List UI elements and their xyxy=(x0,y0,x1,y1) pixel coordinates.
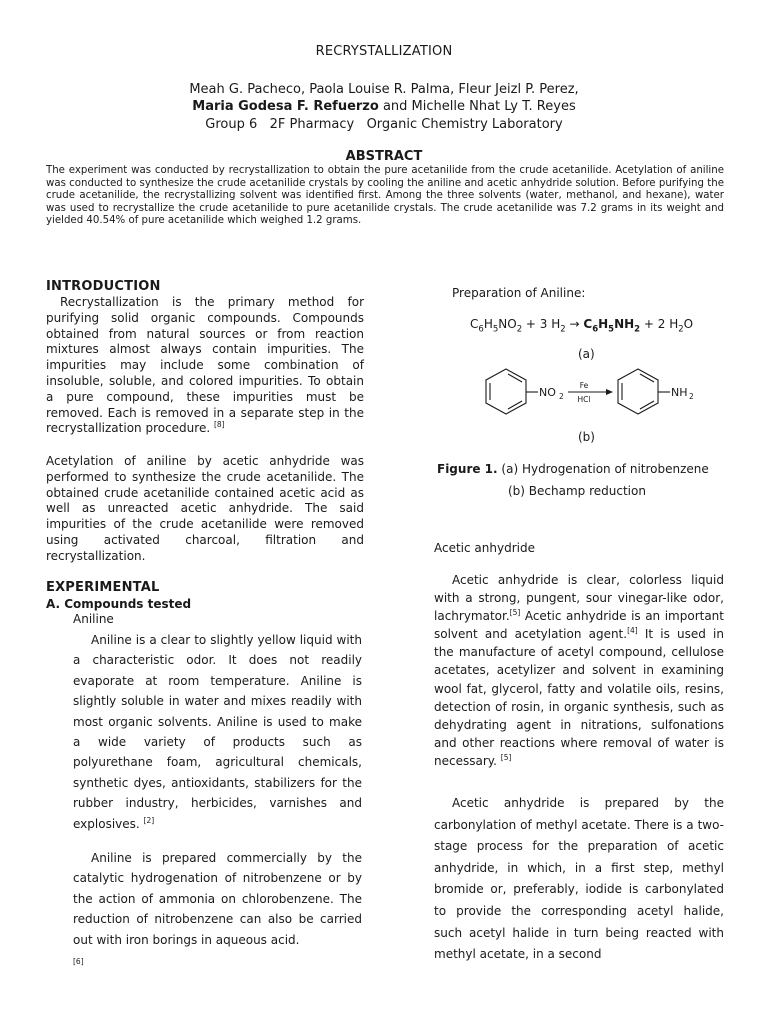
figure-caption xyxy=(437,462,737,476)
acetic-anhydride-paragraph-1 xyxy=(434,571,724,770)
introduction-paragraph-1 xyxy=(46,295,364,437)
figure-caption-a: (a) Hydrogenation of nitrobenzene xyxy=(497,462,709,476)
amine-subscript: 2 xyxy=(689,392,694,401)
nitro-subscript: 2 xyxy=(559,392,564,401)
reaction-arrow xyxy=(568,381,613,404)
reagent-fe: Fe xyxy=(579,381,589,390)
introduction-paragraph-2: Acetylation of aniline by acetic anhydride was performed to synthesize the crude acetanilide. The obtained crude acetanilide contained acetic acid as well as unreacted acetic anhydride. The said impurities of the crude acetanilide were removed using activated charcoal, filtration and recrystallization. xyxy=(46,454,364,563)
compounds-tested-heading: A. Compounds tested xyxy=(46,597,192,611)
authors-line-2 xyxy=(0,99,768,114)
paper-title: RECRYSTALLIZATION xyxy=(315,44,453,59)
reaction-equation-a: $C_6H_5NO_2 + 3$ $H_2 \to C_6H_5NH_2 + 2$ $H_2O$ xyxy=(470,317,694,335)
aa-p1-text-a: Acetic anhydride is clear, colorless liquid with a strong, pungent, sour vinegar-like odor, lachrymator. xyxy=(434,573,724,624)
group-affiliation: Group 6 2F Pharmacy Organic Chemistry Laboratory xyxy=(205,117,563,132)
citation-2: [2] xyxy=(143,815,155,825)
aniline-p1-text: Aniline is a clear to slightly yellow liquid with a characteristic odor. It does not readily evaporate at room temperature. Aniline is slightly soluble in water and mixes readily with most organic solvents. Aniline is used to make a wide variety of products such as polyurethane foam, agricultural chemicals, synthetic dyes, antioxidants, stabilizers for the rubber industry, herbicides, varnishes and explosives. xyxy=(73,633,362,831)
author-name-bold: Maria Godesa F. Refuerzo xyxy=(192,99,379,114)
author-name: Meah G. Pacheco xyxy=(189,82,301,97)
aa-p1-text-c: It is used in the manufacture of acetyl compound, cellulose acetates, acetylizer and solvent in examining wool fat, glycerol, fatty and volatile oils, resins, detection of rosin, in organic synthesis, such as dehydrating agent in nitrations, sulfonations and other reactions where removal of water is necessary. xyxy=(434,627,724,768)
acetic-anhydride-paragraph-2: Acetic anhydride is prepared by the carbonylation of methyl acetate. There is a two-stage process for the preparation of acetic anhydride, in which, in a first step, methyl bromide or, preferably, iodide is carbonylated to provide the corresponding acetyl halide, such acetyl halide in turn being reacted with methyl acetate, in a second xyxy=(434,796,724,962)
citation-5: [5] xyxy=(509,608,521,618)
reagent-hcl: HCl xyxy=(577,395,591,404)
authors-line-1 xyxy=(0,82,768,97)
figure-caption-b: (b) Bechamp reduction xyxy=(508,484,646,498)
aniline-p2-text: Aniline is prepared commercially by the catalytic hydrogenation of nitrobenzene or by the action of ammonia on chlorobenzene. The reduction of nitrobenzene can also be carried out with iron borings in aqueous acid. xyxy=(73,851,362,947)
amine-group-label: NH xyxy=(671,386,688,399)
citation-4: [4] xyxy=(627,626,638,636)
citation-6: [6] xyxy=(73,957,84,967)
abstract-heading: ABSTRACT xyxy=(345,149,423,164)
equation-label-b: (b) xyxy=(578,430,595,444)
aa-p1-text-b: Acetic anhydride is an important solvent and acetylation agent. xyxy=(434,609,724,642)
bechamp-reaction-diagram xyxy=(480,366,710,424)
figure-label: Figure 1. xyxy=(437,462,498,476)
introduction-heading: INTRODUCTION xyxy=(46,279,161,294)
aniline-structure xyxy=(618,369,694,414)
nitro-group-label: NO xyxy=(539,386,556,399)
intro-p1-text: Recrystallization is the primary method for purifying solid organic compounds. Compounds obtained from natural sources or from reaction mixtures almost always contain impurities. The impurities may include some combination of insoluble, soluble, and colored impurities. To obtain a pure compound, these impurities must be removed. Each is removed in a separate step in the recrystallization procedure. xyxy=(46,295,364,436)
aniline-paragraph-2 xyxy=(73,848,362,972)
preparation-heading: Preparation of Aniline: xyxy=(452,286,586,300)
aniline-label: Aniline xyxy=(73,612,114,626)
author-names-rest: , Paola Louise R. Palma, Fleur Jeizl P. Perez, xyxy=(300,82,579,97)
citation-8: [8] xyxy=(213,420,225,430)
experimental-heading: EXPERIMENTAL xyxy=(46,580,160,595)
nitrobenzene-structure xyxy=(486,369,564,414)
equation-label-a: (a) xyxy=(578,347,595,361)
author-names-rest: and Michelle Nhat Ly T. Reyes xyxy=(378,99,576,114)
acetic-anhydride-heading: Acetic anhydride xyxy=(434,541,535,555)
aniline-paragraph-1 xyxy=(73,630,362,834)
citation-5b: [5] xyxy=(500,752,512,762)
abstract-text: The experiment was conducted by recrystallization to obtain the pure acetanilide from the crude acetanilide. Acetylation of aniline was conducted to synthesize the crude acetanilide crystals by cooling the aniline and acetic anhydride solution. Before purifying the crude acetanilide, the recrystallizing solvent was identified first. Among the three solvents (water, methanol, and hexane), water was used to recrystallize the crude acetanilide to pure acetanilide crystals. The crude acetanilide was 7.2 grams in its weight and yielded 40.54% of pure acetanilide which weighed 1.2 grams. xyxy=(46,165,724,227)
